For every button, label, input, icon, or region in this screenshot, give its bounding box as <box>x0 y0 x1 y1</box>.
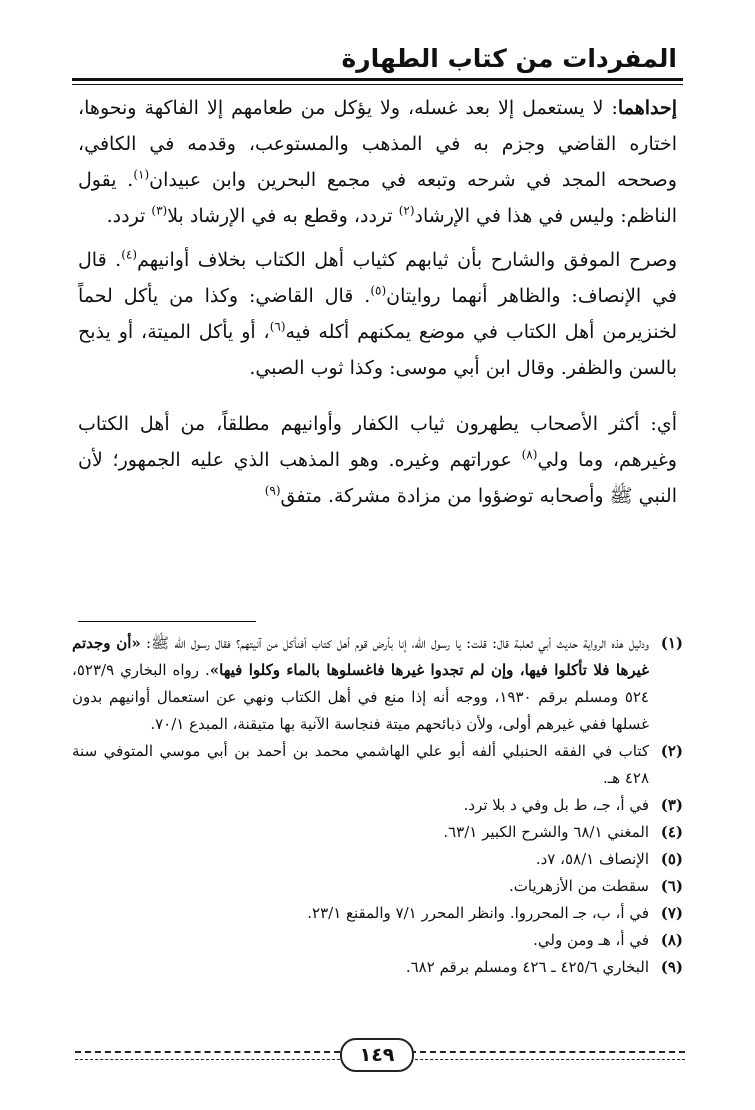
footnote-text: المغني ٦٨/١ والشرح الكبير ٦٣/١. <box>443 823 649 841</box>
footnote-1-hadith: «أن وجدتم غيرها فلا تأكلوا فيها، وإن لم تجدوا غيرها فاغسلوها بالماء وكلوا فيها» <box>72 634 650 679</box>
footnote-separator <box>78 621 256 622</box>
paragraph-2-text-b: . قال في الإنصاف: والظاهر أنهما روايتان <box>78 249 677 307</box>
footnote-number: (٧) <box>660 904 683 922</box>
footnote-ref-8: (٨) <box>521 447 538 462</box>
footnote-text: الإنصاف ٥٨/١، ٧د. <box>535 850 649 868</box>
footnote-number: (٢) <box>660 742 683 760</box>
footnote-text: في أ، ب، جـ المحرروا. وانظر المحرر ٧/١ والمقنع ٢٣/١. <box>307 904 649 922</box>
footnote-8 <box>72 927 683 954</box>
footnote-number: (١) <box>660 634 683 652</box>
paragraph-2-text-a: وصرح الموفق والشارح بأن ثيابهم كثياب أهل الكتاب بخلاف أوانيهم <box>137 249 678 271</box>
footnotes <box>72 630 683 981</box>
paragraph-3 <box>78 406 677 514</box>
paragraph-1-text-b: . يقول الناظم: وليس في هذا في الإرشاد <box>78 169 677 227</box>
footer-ornament-right <box>410 1051 685 1060</box>
running-header-title: المفردات من كتاب الطهارة <box>341 44 677 73</box>
paragraph-3-text-a: أي: أكثر الأصحاب يطهرون ثياب الكفار وأوانيهم مطلقاً، من أهل الكتاب وغيرهم، وما ولي <box>78 413 677 471</box>
footnote-number: (٥) <box>660 850 683 868</box>
paragraph-2-text-d: ، أو يأكل الميتة، أو يذبح بالسن والظفر. وقال ابن أبي موسى: وكذا ثوب الصبي. <box>78 321 677 379</box>
paragraph-1-lead: إحداهما <box>617 97 677 119</box>
paragraph-1-text-a: : لا يستعمل إلا بعد غسله، ولا يؤكل من طعامهم إلا الفاكهة ونحوها، اختاره القاضي وجزم به في المذهب والمستوعب، وقدمه في الكافي، وصححه المجد في شرحه وتبعه في مجمع البحرين وابن عبيدان <box>78 97 677 191</box>
footnote-1-text-c: . رواه البخاري ٥٢٣/٩، ٥٢٤ ومسلم برقم ١٩٣٠، ووجه أنه إذا منع في أهل الكتاب ونهي عن استعمال أوانيهم بدون غسلها ففي غيرهم أولى، ولأن ذبائحهم ميتة فنجاسة الآنية بها متيقنة، المبدع ٧٠/١. <box>72 661 649 733</box>
main-text <box>78 90 677 522</box>
footer-ornament-left <box>75 1051 350 1060</box>
footnote-number: (٦) <box>660 877 683 895</box>
page-number: ١٤٩ <box>340 1038 414 1072</box>
paragraph-1 <box>78 90 677 234</box>
paragraph-1-text-c: تردد، وقطع به في الإرشاد بلا <box>167 205 399 227</box>
footnote-text: سقطت من الأزهريات. <box>509 877 649 895</box>
header-rule-thin <box>72 84 683 85</box>
footnote-1 <box>72 630 683 738</box>
footnote-ref-4: (٤) <box>121 247 138 262</box>
paragraph-2-text-c: . قال القاضي: وكذا من يأكل لحماً لخنزيرمن أهل الكتاب في موضع يمكنهم أكله فيه <box>78 285 677 343</box>
footnote-number: (٩) <box>660 958 683 976</box>
footnote-2 <box>72 738 683 792</box>
footnote-text: في أ، هـ ومن ولي. <box>533 931 649 949</box>
footnote-text: البخاري ٤٢٥/٦ ـ ٤٢٦ ومسلم برقم ٦٨٢. <box>405 958 649 976</box>
footnote-9 <box>72 954 683 981</box>
footnote-3 <box>72 792 683 819</box>
footnote-text <box>72 630 649 738</box>
footnote-number: (٣) <box>660 796 683 814</box>
footnote-5 <box>72 846 683 873</box>
footnote-7 <box>72 900 683 927</box>
footnote-text: في أ، جـ، ط بل وفي د بلا ترد. <box>463 796 649 814</box>
footnote-ref-1: (١) <box>133 167 150 182</box>
footnote-ref-3: (٣) <box>151 203 168 218</box>
footnote-1-text-a: ودليل هذه الرواية حديث أبي ثعلبة قال: قلت: يا رسول الله، إنا بأرض قوم أهل كتاب أفنأكل من آنيتهم؟ فقال رسول الله ﷺ: <box>140 634 649 652</box>
footnote-4 <box>72 819 683 846</box>
footnote-ref-6: (٦) <box>269 319 286 334</box>
footnote-number: (٨) <box>660 931 683 949</box>
header-rule <box>72 78 683 81</box>
paragraph-3-text-b: عوراتهم وغيره. وهو المذهب الذي عليه الجمهور؛ لأن النبي ﷺ وأصحابه توضؤوا من مزادة مشركة. متفق <box>78 449 677 507</box>
footnote-6 <box>72 873 683 900</box>
paragraph-2 <box>78 242 677 386</box>
paragraph-1-text-d: تردد. <box>106 205 152 227</box>
footnote-ref-2: (٢) <box>398 203 415 218</box>
footnote-text: كتاب في الفقه الحنبلي ألفه أبو علي الهاشمي محمد بن أحمد بن أبي موسي المتوفي سنة ٤٢٨ هـ. <box>72 742 649 787</box>
footnote-ref-5: (٥) <box>370 283 387 298</box>
footnote-ref-9: (٩) <box>264 483 281 498</box>
footnote-number: (٤) <box>660 823 683 841</box>
